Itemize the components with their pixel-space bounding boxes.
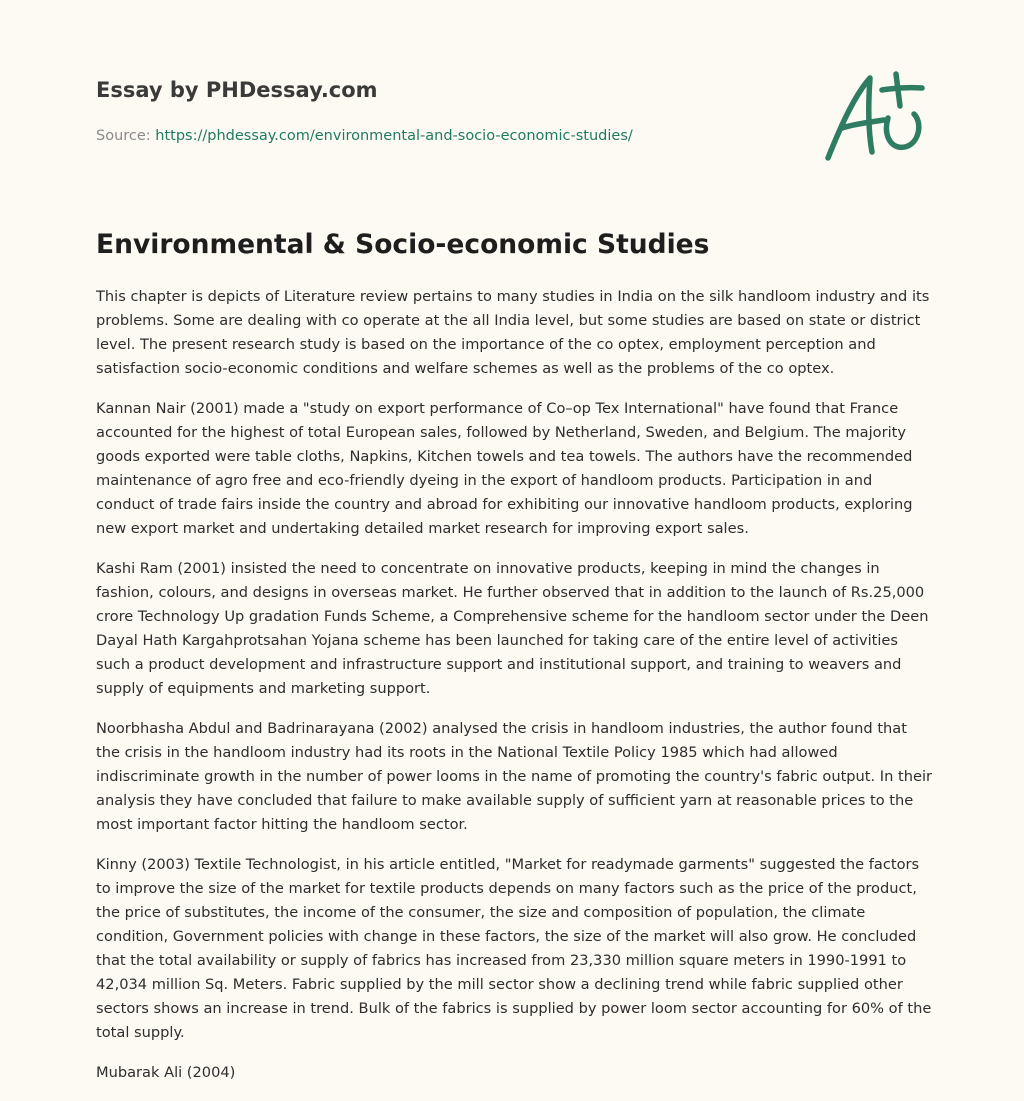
site-title: Essay by PHDessay.com <box>96 78 378 102</box>
paragraph: This chapter is depicts of Literature review pertains to many studies in India on the silk handloom industry and its problems. Some are dealing with co operate at the all India level, but some studies are based on state or district level. The present research study is based on the importance of the co optex, employment perception and satisfaction socio-economic conditions and welfare schemes as well as the problems of the co optex. <box>96 288 930 377</box>
source-label: Source: <box>96 128 151 144</box>
paragraph: Noorbhasha Abdul and Badrinarayana (2002) analysed the crisis in handloom industries, the author found that the crisis in the handloom industry had its roots in the National Textile Policy 1985 which had allowed indiscriminate growth in the number of power looms in the name of promoting the country's fabric output. In their analysis they have concluded that failure to make available supply of sufficient yarn at reasonable prices to the most important factor hitting the handloom sector. <box>96 720 933 833</box>
a-plus-logo <box>818 66 930 166</box>
paragraph: Kinny (2003) Textile Technologist, in his article entitled, "Market for readymade garments" suggested the factors to improve the size of the market for textile products depends on many factors such as the price of the product, the price of substitutes, the income of the consumer, the size and composition of population, the climate condition, Government policies with change in these factors, the size of the market will also grow. He concluded that the total availability or supply of fabrics has increased from 23,330 million square meters in 1990-1991 to 42,034 million Sq. Meters. Fabric supplied by the mill sector show a declining trend while fabric supplied other sectors shows an increase in trend. Bulk of the fabrics is supplied by power loom sector accounting for 60% of the total supply. <box>96 856 932 1041</box>
article-title: Environmental & Socio-economic Studies <box>96 229 710 260</box>
page-header <box>96 76 796 146</box>
article-body <box>96 285 932 1101</box>
paragraph: Mubarak Ali (2004) <box>96 1064 236 1081</box>
source-line <box>96 126 796 146</box>
paragraph: Kannan Nair (2001) made a "study on export performance of Co–op Tex International" have found that France accounted for the highest of total European sales, followed by Netherland, Sweden, and Belgium. The majority goods exported were table cloths, Napkins, Kitchen towels and tea towels. The authors have the recommended maintenance of agro free and eco-friendly dyeing in the export of handloom products. Participation in and conduct of trade fairs inside the country and abroad for exhibiting our innovative handloom products, exploring new export market and undertaking detailed market research for improving export sales. <box>96 400 913 537</box>
source-link[interactable]: https://phdessay.com/environmental-and-socio-economic-studies/ <box>155 128 633 144</box>
a-plus-logo-icon <box>818 66 930 166</box>
paragraph: Kashi Ram (2001) insisted the need to concentrate on innovative products, keeping in mind the changes in fashion, colours, and designs in overseas market. He further observed that in addition to the launch of Rs.25,000 crore Technology Up gradation Funds Scheme, a Comprehensive scheme for the handloom sector under the Deen Dayal Hath Kargahprotsahan Yojana scheme has been launched for taking care of the entire level of activities such a product development and infrastructure support and institutional support, and training to weavers and supply of equipments and marketing support. <box>96 560 929 697</box>
